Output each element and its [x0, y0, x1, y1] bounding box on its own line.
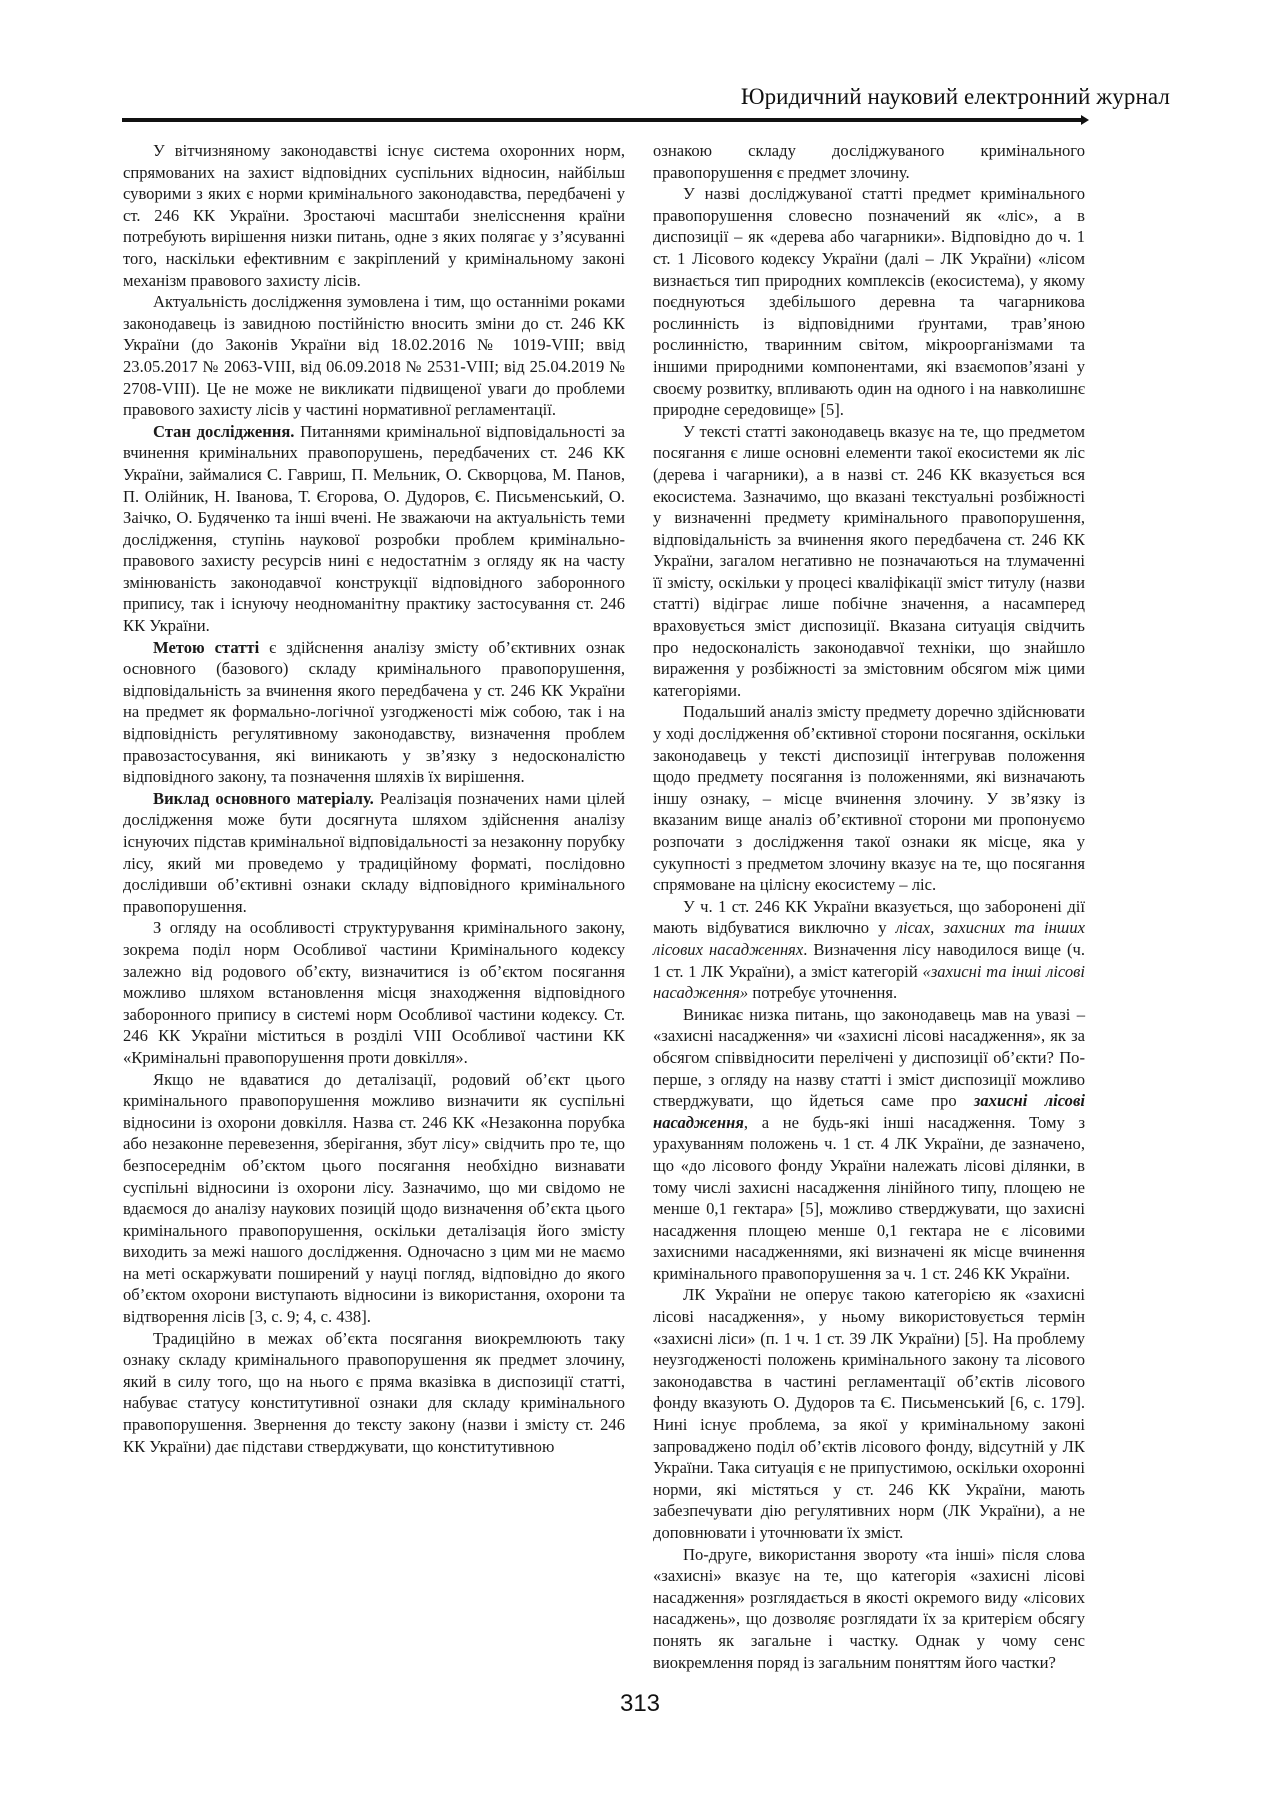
paragraph: По-друге, використання звороту «та інші» після слова «захисні» вказує на те, що категорія «захисні лісові насадження» розглядається в якості окремого виду «лісових насаджень», що дозволяє розглядати їх за критерієм обсягу понять як загальне і частку. Однак у чому сенс виокремлення поряд із загальним поняттям його частки?	[653, 1544, 1085, 1672]
section-heading-main-material: Виклад основного матеріалу.	[153, 788, 374, 808]
arrow-right-icon	[1081, 115, 1089, 125]
paragraph-text: є здійснення аналізу змісту об’єктивних ознак основного (базового) складу кримінального правопорушення, відповідальність за вчинення якого передбачена у ст. 246 КК України на предмет як формально-логічної узгодженості між собою, так і на відповідність регулятивному законодавству, визначення проблем правозастосування, які виникають у зв’язку з недосконалістю відповідного закону, та позначення шляхів їх вирішення.	[123, 637, 625, 787]
paragraph	[123, 421, 625, 637]
italic-phrase: «захисні та інші лісові насадження»	[653, 961, 1085, 1003]
italic-phrase: лісах, захисних та інших лісових насадженнях	[653, 918, 1085, 959]
paragraph: Якщо не вдаватися до деталізації, родовий об’єкт цього кримінального правопорушення можливо визначити як суспільні відносини із охорони довкілля. Назва ст. 246 КК «Незаконна порубка або незаконне перевезення, зберігання, збут лісу» свідчить про те, що безпосереднім об’єктом цього посягання необхідно визнавати суспільні відносини із охорони лісу. Зазначимо, що ми свідомо не вдаємося до аналізу наукових позицій щодо визначення об’єкта цього кримінального правопорушення, оскільки деталізація його змісту виходить за межі нашого дослідження. Одночасно з цим ми не маємо на меті оскаржувати поширений у науці погляд, відповідно до якого об’єктом охорони виступають відносини із використання, охорони та відтворення лісів [3, с. 9; 4, с. 438].	[123, 1069, 625, 1327]
paragraph: Традиційно в межах об’єкта посягання виокремлюють таку ознаку складу кримінального правопорушення як предмет злочину, який в силу того, що на нього є пряма вказівка в диспозиції статті, набуває статусу конститутивної ознаки для складу кримінального правопорушення. Звернення до тексту закону (назви і змісту ст. 246 КК України) дає підстави стверджувати, що конститутивною	[123, 1328, 625, 1456]
paragraph: Актуальність дослідження зумовлена і тим, що останніми роками законодавець із завидною постійністю вносить зміни до ст. 246 КК України (до Законів України від 18.02.2016 № 1019-VIII; ввід 23.05.2017 № 2063-VIII, від 06.09.2018 № 2531-VIII; від 25.04.2019 № 2708-VIII). Це не може не викликати підвищеної уваги до проблеми правового захисту лісів у частині нормативної регламентації.	[123, 292, 625, 420]
paragraph: У вітчизняному законодавстві існує система охоронних норм, спрямованих на захист відповідних суспільних відносин, найбільш суворими з яких є норми кримінального законодавства, передбачені у ст. 246 КК України. Зростаючі масштаби знелісснення країни потребують вирішення низки питань, одне з яких полягає у з’ясуванні того, наскільки ефективним є закріплений у кримінальному законі механізм правового захисту лісів.	[123, 141, 625, 290]
journal-title: Юридичний науковий електронний журнал	[740, 84, 1170, 109]
paragraph-text: потребує уточнення.	[748, 983, 898, 1003]
paragraph	[653, 896, 1085, 1004]
paragraph-text: , а не будь-які інші насадження. Тому з урахуванням положень ч. 1 ст. 4 ЛК України, де зазначено, що «до лісового фонду України належать лісові ділянки, в тому числі захисні насадження лінійного типу, площею не менше 0,1 гектара» [5], можливо стверджувати, що захисні насадження площею менше 0,1 гектара не є лісовими захисними насадженнями, які визначені як місце вчинення кримінального правопорушення за ч. 1 ст. 246 КК України.	[653, 1112, 1085, 1283]
left-column	[123, 140, 625, 1457]
paragraph-text: Реалізація позначених нами цілей дослідження може бути досягнута шляхом здійснення аналізу існуючих підстав кримінальної відповідальності за незаконну порубку лісу, який ми проведемо у традиційному форматі, послідовно дослідивши об’єктивні ознаки складу відповідного кримінального правопорушення.	[123, 788, 626, 916]
paragraph-text: . Визначення лісу наводилося вище (ч. 1 ст. 1 ЛК України), а зміст категорій	[653, 939, 1086, 981]
paragraph-text: Виникає низка питань, що законодавець мав на увазі – «захисні насадження» чи «захисні лісові насадження», як за обсягом співвідносити перелічені у диспозиції об’єкти? По-перше, з огляду на назву статті і зміст диспозиції можливо стверджувати, що йдеться саме про	[653, 1004, 1085, 1111]
right-column	[653, 140, 1085, 1673]
paragraph	[123, 637, 625, 788]
paragraph: Подальший аналіз змісту предмету доречно здійснювати у ході дослідження об’єктивної сторони посягання, оскільки законодавець у тексті диспозиції інтегрував положення щодо предмету посягання із положеннями, які визначають іншу ознаку, – місце вчинення злочину. У зв’язку із вказаним вище аналіз об’єктивної сторони ми пропонуємо розпочати з дослідження такої ознаки як місце, яка у сукупності з предметом злочину вказує на те, що посягання спрямоване на цілісну екосистему – ліс.	[653, 702, 1085, 895]
header-rule	[122, 118, 1082, 122]
paragraph: У тексті статті законодавець вказує на те, що предметом посягання є лише основні елементи такої екосистеми як ліс (дерева і чагарники), а в назві ст. 246 КК вказується вся екосистема. Зазначимо, що вказані текстуальні розбіжності у визначенні предмету кримінального правопорушення, відповідальність за вчинення якого передбачена ст. 246 КК України, загалом негативно не позначаються на тлумаченні її змісту, оскільки у процесі кваліфікації зміст титулу (назви статті) відіграє лише побічне значення, а насамперед враховується зміст диспозиції. Вказана ситуація свідчить про недосконалість законодавчої техніки, що знайшло вираження у розбіжності за змістовним обсягом між цими категоріями.	[653, 421, 1085, 700]
paragraph: У назві досліджуваної статті предмет кримінального правопорушення словесно позначений як «ліс», а в диспозиції – як «дерева або чагарники». Відповідно до ч. 1 ст. 1 Лісового кодексу України (далі – ЛК України) «лісом визнається тип природних комплексів (екосистема), у якому поєднуються здебільшого деревна та чагарникова рослинність із відповідними ґрунтами, трав’яною рослинністю, тваринним світом, мікроорганізмами та іншими природними компонентами, які взаємопов’язані у своєму розвитку, впливають один на одного і на навколишнє природне середовище» [5].	[653, 184, 1085, 420]
paragraph: З огляду на особливості структурування кримінального закону, зокрема поділ норм Особливої частини Кримінального кодексу залежно від родового об’єкту, визначитися із об’єктом посягання можливо шляхом встановлення місця знаходження відповідного заборонного припису в системі норм Особливої частини кодексу. Ст. 246 КК України міститься в розділі VIII Особливої частини КК «Кримінальні правопорушення проти довкілля».	[123, 918, 625, 1067]
paragraph-continued: ознакою складу досліджуваного кримінального правопорушення є предмет злочину.	[653, 141, 1085, 182]
section-heading-state-of-research: Стан дослідження.	[153, 421, 295, 441]
page-number: 313	[619, 1690, 661, 1717]
paragraph-text: У ч. 1 ст. 246 КК України вказується, що заборонені дії мають відбуватися виключно у	[653, 896, 1085, 938]
paragraph	[653, 1004, 1085, 1285]
bold-italic-phrase: захисні лісові насадження	[653, 1091, 1085, 1132]
paragraph: ЛК України не оперує такою категорією як «захисні лісові насадження», у ньому використовується термін «захисні ліси» (п. 1 ч. 1 ст. 39 ЛК України) [5]. На проблему неузгодженості положень кримінального закону та лісового законодавства в частині регламентації об’єктів лісового фонду вказують О. Дудоров та Є. Письменський [6, с. 179]. Нині існує проблема, за якої у кримінальному законі запроваджено поділ об’єктів лісового фонду, відсутній у ЛК України. Така ситуація є не припустимою, оскільки охоронні норми, які містяться у ст. 246 КК України, мають забезпечувати дію регулятивних норм (ЛК України), а не доповнювати і уточнювати їх зміст.	[653, 1285, 1085, 1542]
paragraph	[123, 788, 625, 918]
paragraph-text: Питаннями кримінальної відповідальності за вчинення кримінальних правопорушень, передбачених ст. 246 КК України, займалися С. Гавриш, П. Мельник, О. Скворцова, М. Панов, П. Олійник, Н. Іванова, Т. Єгорова, О. Дудоров, Є. Письменський, О. Заічко, О. Будяченко та інші вчені. Не зважаючи на актуальність теми дослідження, ступінь наукової розробки проблем кримінально-правового захисту ресурсів нині є недостатнім з огляду як на часту змінюваність законодавчої конструкції відповідного заборонного припису, так і існуючу неодноманітну практику застосування ст. 246 КК України.	[123, 421, 626, 636]
section-heading-article-purpose: Метою статті	[153, 637, 260, 657]
